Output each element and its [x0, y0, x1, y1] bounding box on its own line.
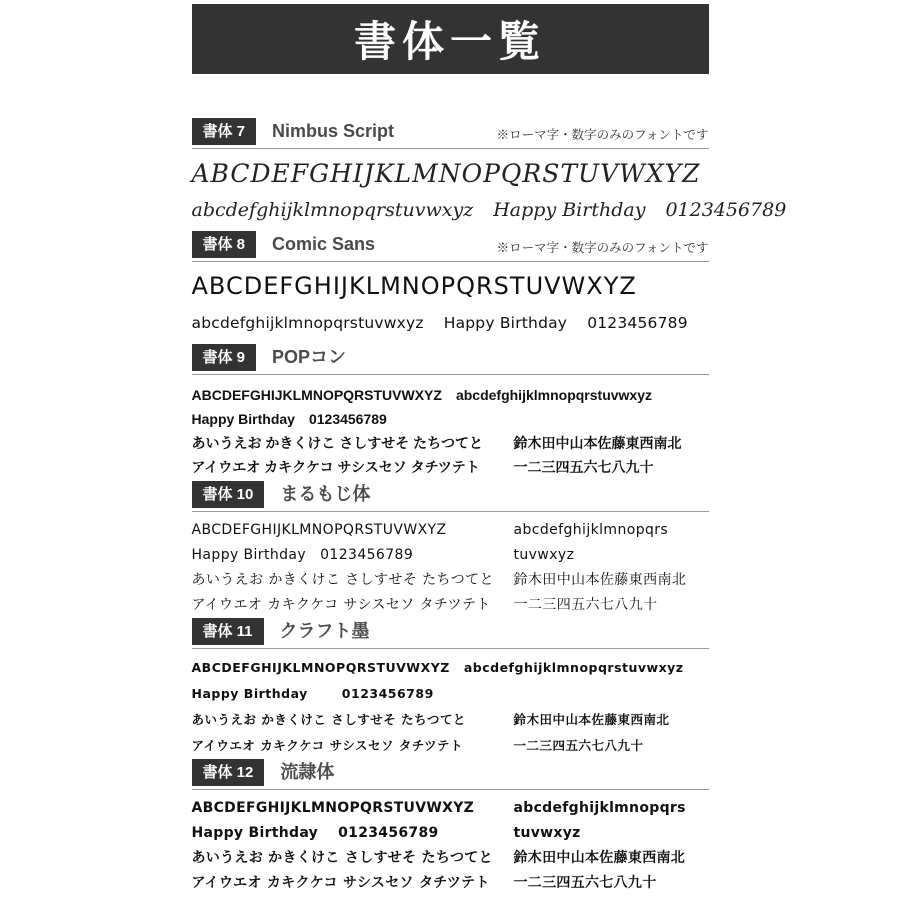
- font-section-8: [192, 231, 709, 342]
- sample-row: [192, 543, 709, 568]
- sample-row: [192, 155, 709, 192]
- sample-phrase: Happy Birthday: [191, 411, 295, 427]
- sample-left-group: [192, 821, 514, 846]
- sample-row: [192, 593, 709, 618]
- sample-row: [192, 655, 709, 681]
- sample-kanji-names: 鈴木田中山本佐藤東西南北: [513, 435, 682, 451]
- sample-row: [192, 821, 709, 846]
- font-number-badge: 書体 7: [192, 118, 257, 145]
- font-number-badge: 書体 11: [192, 618, 264, 645]
- sample-row: [192, 305, 709, 342]
- sample-left-group: [192, 543, 514, 568]
- sample-hiragana: あいうえお かきくけこ さしすせそ たちつてと: [191, 850, 493, 866]
- font-section-12: [192, 759, 709, 896]
- sample-row: [192, 431, 709, 455]
- font-samples: [191, 149, 787, 229]
- font-samples: [192, 512, 709, 618]
- sample-digits: 0123456789: [341, 686, 434, 701]
- font-name: まるもじ体: [280, 484, 371, 504]
- font-number-badge: 書体 12: [192, 759, 265, 786]
- sample-kanji-numerals: 一二三四五六七八九十: [513, 875, 657, 891]
- sample-katakana: アイウエオ カキクケコ サシスセソ タチツテト: [191, 875, 490, 891]
- sample-katakana: アイウエオ カキクケコ サシスセソ タチツテト: [191, 597, 491, 613]
- page-title: 書体一覧: [353, 18, 546, 65]
- sample-hiragana: あいうえお かきくけこ さしすせそ たちつてと: [191, 435, 484, 451]
- font-number-badge: 書体 9: [192, 344, 257, 371]
- sample-uppercase: ABCDEFGHIJKLMNOPQRSTUVWXYZ: [191, 522, 447, 538]
- font-samples: [192, 262, 709, 342]
- sample-kanji-numerals: 一二三四五六七八九十: [513, 597, 658, 613]
- sample-uppercase: ABCDEFGHIJKLMNOPQRSTUVWXYZ: [191, 800, 475, 816]
- section-header: [192, 759, 709, 790]
- sample-digits: 0123456789: [665, 199, 787, 221]
- section-header: [192, 231, 709, 262]
- sample-lowercase-part1: abcdefghijklmnopqrs: [513, 522, 669, 538]
- sample-hiragana: あいうえお かきくけこ さしすせそ たちつてと: [191, 572, 494, 588]
- sample-digits: 0123456789: [308, 411, 387, 427]
- sample-row: [192, 733, 709, 759]
- section-header: [192, 481, 709, 512]
- sample-row: [192, 846, 709, 871]
- font-name: 流隷体: [280, 762, 335, 782]
- sample-lowercase: abcdefghijklmnopqrstuvwxyz: [191, 314, 424, 332]
- font-samples: [192, 790, 709, 896]
- sample-lowercase-part2: tuvwxyz: [513, 547, 575, 563]
- sample-kanji-names: 鈴木田中山本佐藤東西南北: [513, 572, 687, 588]
- sample-katakana: アイウエオ カキクケコ サシスセソ タチツテト: [191, 459, 480, 475]
- sample-digits: 0123456789: [338, 825, 439, 841]
- sample-lowercase-part1: abcdefghijklmnopqrs: [513, 800, 686, 816]
- sample-lowercase: abcdefghijklmnopqrstuvwxyz: [455, 387, 652, 403]
- sample-hiragana: あいうえお かきくけこ さしすせそ たちつてと: [191, 712, 466, 727]
- sample-uppercase: ABCDEFGHIJKLMNOPQRSTUVWXYZ: [191, 272, 637, 300]
- sample-phrase: Happy Birthday: [443, 314, 568, 332]
- font-section-11: [192, 618, 709, 759]
- font-list-page: [191, 0, 787, 896]
- sample-row: [192, 407, 709, 431]
- sample-phrase: Happy Birthday: [191, 825, 319, 841]
- font-number-badge: 書体 10: [192, 481, 265, 508]
- sample-kanji-names: 鈴木田中山本佐藤東西南北: [513, 712, 670, 727]
- page-banner: [192, 4, 709, 74]
- sample-phrase: Happy Birthday: [191, 686, 308, 701]
- section-header: [192, 344, 709, 375]
- font-name: クラフト墨: [279, 621, 370, 641]
- sample-kanji-numerals: 一二三四五六七八九十: [513, 459, 654, 475]
- sample-kanji-names: 鈴木田中山本佐藤東西南北: [513, 850, 686, 866]
- sample-uppercase: ABCDEFGHIJKLMNOPQRSTUVWXYZ: [191, 387, 442, 403]
- font-name: POPコン: [272, 347, 347, 367]
- font-section-7: [191, 118, 787, 229]
- roman-only-note: ※ローマ字・数字のみのフォントです: [496, 241, 709, 255]
- sample-row: [192, 518, 709, 543]
- sample-row: [192, 268, 709, 305]
- sample-row: [191, 192, 787, 229]
- sample-row: [192, 707, 709, 733]
- font-section-10: [192, 481, 709, 618]
- sample-uppercase: ABCDEFGHIJKLMNOPQRSTUVWXYZ: [191, 159, 701, 188]
- sample-lowercase: abcdefghijklmnopqrstuvwxyz: [191, 199, 474, 221]
- sample-kanji-numerals: 一二三四五六七八九十: [513, 738, 644, 753]
- sample-phrase: Happy Birthday: [493, 199, 646, 221]
- roman-only-note: ※ローマ字・数字のみのフォントです: [496, 128, 709, 142]
- font-name: Comic Sans: [272, 234, 376, 254]
- sample-row: [192, 383, 709, 407]
- sample-katakana: アイウエオ カキクケコ サシスセソ タチツテト: [191, 738, 464, 753]
- sample-digits: 0123456789: [587, 314, 688, 332]
- font-samples: [192, 375, 709, 479]
- sample-row: [192, 796, 709, 821]
- font-section-9: [192, 344, 709, 479]
- section-header: [192, 118, 709, 149]
- font-samples: [192, 649, 709, 759]
- sample-lowercase-part2: tuvwxyz: [513, 825, 581, 841]
- sample-row: [192, 871, 709, 896]
- sample-row: [192, 455, 709, 479]
- sample-lowercase: abcdefghijklmnopqrstuvwxyz: [463, 660, 684, 675]
- font-number-badge: 書体 8: [192, 231, 257, 258]
- sample-uppercase: ABCDEFGHIJKLMNOPQRSTUVWXYZ: [191, 660, 450, 675]
- sample-phrase: Happy Birthday: [191, 547, 307, 563]
- section-header: [192, 618, 709, 649]
- sample-row: [192, 568, 709, 593]
- sample-digits: 0123456789: [320, 547, 414, 563]
- font-name: Nimbus Script: [272, 121, 395, 141]
- sample-row: [192, 681, 709, 707]
